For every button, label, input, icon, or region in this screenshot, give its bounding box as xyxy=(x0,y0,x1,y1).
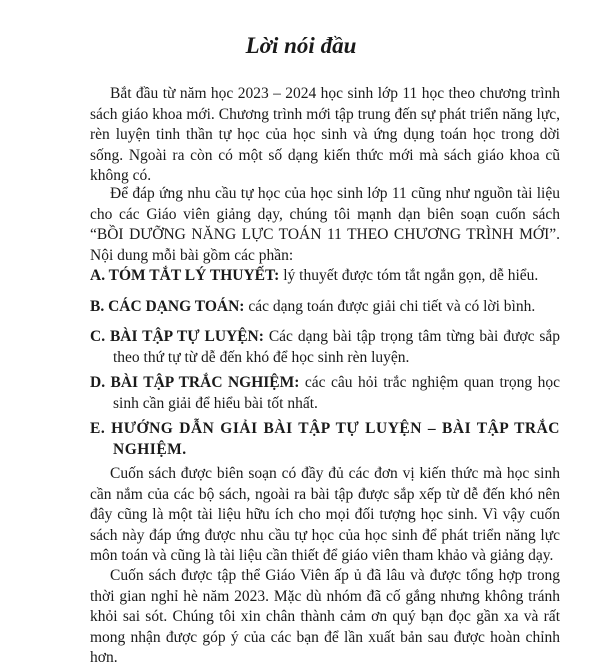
list-item-a-label: A. TÓM TẮT LÝ THUYẾT: xyxy=(90,267,280,284)
list-item-d-text: các câu hỏi trắc nghiệm quan trọng học sinh cần giải để hiểu bài tốt nhất. xyxy=(113,374,560,412)
list-item-a xyxy=(90,266,560,287)
list-item-b-text: các dạng toán được giải chi tiết và có lời bình. xyxy=(244,298,536,315)
list-item-d-label: D. BÀI TẬP TRẮC NGHIỆM: xyxy=(90,374,300,391)
page-title: Lời nói đầu xyxy=(245,33,357,58)
purpose-paragraph: Để đáp ứng nhu cầu tự học của học sinh lớp 11 cũng như nguồn tài liệu cho các Giáo viên giảng dạy, chúng tôi mạnh dạn biên soạn cuốn sách “BỒI DƯỠNG NĂNG LỰC TOÁN 11 THEO CHƯƠNG TRÌNH MỚI”. Nội dung mỗi bài gồm các phần: xyxy=(90,185,560,264)
list-item-b-label: B. CÁC DẠNG TOÁN: xyxy=(90,298,245,315)
list-item-c-text: Các dạng bài tập trọng tâm từng bài được sắp theo thứ tự từ dễ đến khó để học sinh rèn luyện. xyxy=(113,328,561,366)
acknowledgement-paragraph: Cuốn sách được tập thể Giáo Viên ấp ủ đã lâu và được tổng hợp trong thời gian nghỉ hè năm 2023. Mặc dù nhóm đã cố gắng nhưng không tránh khỏi sai sót. Chúng tôi xin chân thành cảm ơn quý bạn đọc gần xa và rất mong nhận được góp ý của các bạn để lần xuất bản sau được hoàn chỉnh hơn. xyxy=(90,567,560,666)
summary-paragraph: Cuốn sách được biên soạn có đầy đủ các đơn vị kiến thức mà học sinh cần nắm của các bộ sách, ngoài ra bài tập được sắp xếp từ dễ đến khó nên đây cũng là một tài liệu hữu ích cho mọi đối tượng học sinh. Vì vậy cuốn sách này đáp ứng được nhu cầu tự học của học sinh để phát triển năng lực môn toán và cũng là tài liệu cần thiết để giáo viên tham khảo và giảng dạy. xyxy=(90,465,560,564)
list-item-e xyxy=(90,419,560,460)
list-item-a-text: lý thuyết được tóm tắt ngắn gọn, dễ hiểu. xyxy=(279,267,539,284)
list-item-c xyxy=(90,327,560,368)
list-item-b xyxy=(90,297,560,318)
list-item-d xyxy=(90,373,560,414)
list-item-e-label: E. HƯỚNG DẪN GIẢI BÀI TẬP TỰ LUYỆN – BÀI TẬP TRẮC NGHIỆM. xyxy=(90,420,560,458)
intro-paragraph: Bắt đầu từ năm học 2023 – 2024 học sinh lớp 11 học theo chương trình sách giáo khoa mới. Chương trình mới tập trung đến sự phát triển năng lực, rèn luyện tinh thần tự học của học sinh và ứng dụng toán học trong dời sống. Ngoài ra còn có một số dạng kiến thức mới mà sách giáo khoa cũ không có. xyxy=(90,85,560,184)
list-item-c-label: C. BÀI TẬP TỰ LUYỆN: xyxy=(90,328,264,345)
